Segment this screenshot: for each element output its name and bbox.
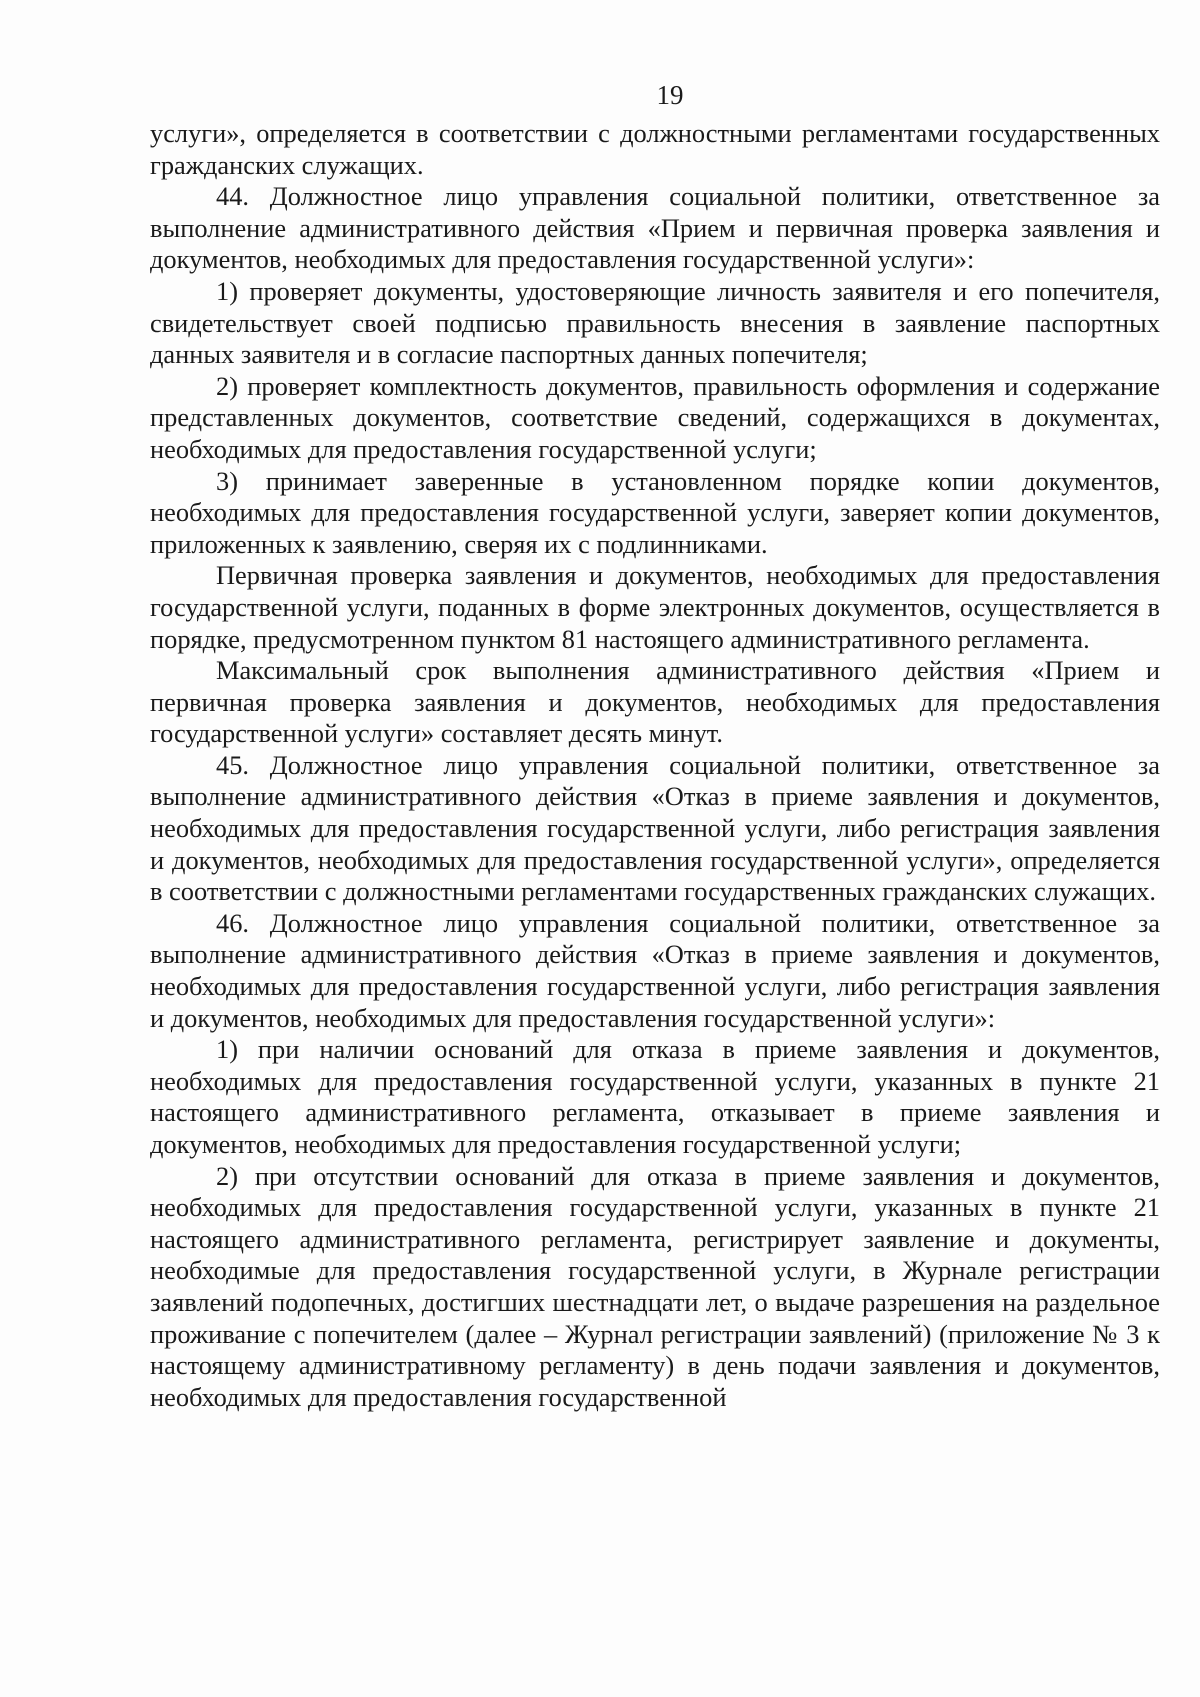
paragraph-subitem-44-2: 2) проверяет комплектность документов, правильность оформления и содержание представленных документов, соответствие сведений, содержащихся в документах, необходимых для предоставления государственной услуги; bbox=[150, 370, 1160, 464]
paragraph-subitem-46-1: 1) при наличии оснований для отказа в приеме заявления и документов, необходимых для предоставления государственной услуги, указанных в пункте 21 настоящего административного регламента, отказывает в приеме заявления и документов, необходимых для предоставления государственной услуги; bbox=[150, 1034, 1160, 1159]
paragraph-electronic-check: Первичная проверка заявления и документов, необходимых для предоставления государственной услуги, поданных в форме электронных документов, осуществляется в порядке, предусмотренном пунктом 81 настоящего административного регламента. bbox=[150, 560, 1160, 654]
paragraph-item-46: 46. Должностное лицо управления социальной политики, ответственное за выполнение административного действия «Отказ в приеме заявления и документов, необходимых для предоставления государственной услуги, либо регистрация заявления и документов, необходимых для предоставления государственной услуги»: bbox=[150, 907, 1160, 1033]
document-body bbox=[150, 118, 1160, 1413]
paragraph-subitem-44-3: 3) принимает заверенные в установленном порядке копии документов, необходимых для предоставления государственной услуги, заверяет копии документов, приложенных к заявлению, сверяя их с подлинниками. bbox=[150, 465, 1160, 559]
paragraph-continuation: услуги», определяется в соответствии с должностными регламентами государственных гражданских служащих. bbox=[150, 118, 1160, 180]
paragraph-item-44: 44. Должностное лицо управления социальной политики, ответственное за выполнение административного действия «Прием и первичная проверка заявления и документов, необходимых для предоставления государственной услуги»: bbox=[150, 181, 1160, 275]
paragraph-subitem-44-1: 1) проверяет документы, удостоверяющие личность заявителя и его попечителя, свидетельствует своей подписью правильность внесения в заявление паспортных данных заявителя и в согласие паспортных данных попечителя; bbox=[150, 275, 1160, 370]
paragraph-subitem-46-2: 2) при отсутствии оснований для отказа в приеме заявления и документов, необходимых для предоставления государственной услуги, указанных в пункте 21 настоящего административного регламента, регистрирует заявление и документы, необходимые для предоставления государственной услуги, в Журнале регистрации заявлений подопечных, достигших шестнадцати лет, о выдаче разрешения на раздельное проживание с попечителем (далее – Журнал регистрации заявлений) (приложение № 3 к настоящему административному регламенту) в день подачи заявления и документов, необходимых для предоставления государственной bbox=[150, 1160, 1160, 1412]
page-number: 19 bbox=[656, 80, 684, 110]
paragraph-max-duration: Максимальный срок выполнения административного действия «Прием и первичная проверка заявления и документов, необходимых для предоставления государственной услуги» составляет десять минут. bbox=[150, 655, 1160, 749]
paragraph-item-45: 45. Должностное лицо управления социальной политики, ответственное за выполнение административного действия «Отказ в приеме заявления и документов, необходимых для предоставления государственной услуги, либо регистрация заявления и документов, необходимых для предоставления государственной услуги», определяется в соответствии с должностными регламентами государственных гражданских служащих. bbox=[150, 749, 1160, 907]
